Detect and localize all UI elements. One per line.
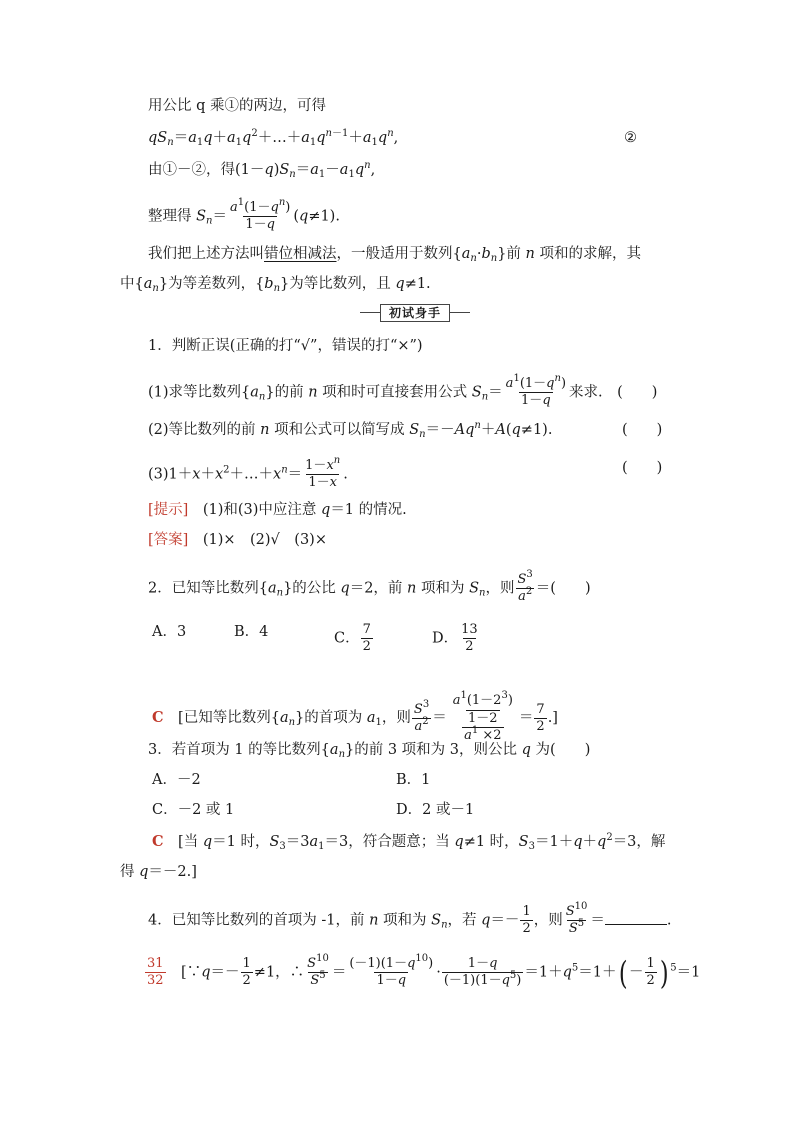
q3-option-b: B．1 (396, 772, 431, 788)
q2-solution: C [已知等比数列$\{a_n\}$的首项为 $a_1$，则 $\frac{S^3}{a^2}$ ＝ $\frac{\frac{a^1(1-2^3)}{1-2}}{a^1 \times 2}$ ＝ $\frac{7}{2}$ .] (152, 690, 558, 743)
q2-option-c: C． $\frac{7}{2}$ (334, 622, 371, 654)
q1-bracket-2: ( ) (622, 422, 663, 438)
q3-option-a: A．－2 (152, 772, 201, 788)
q1-title: 1．判断正误(正确的打“√”，错误的打“×”) (148, 338, 423, 354)
method-line-2: 中$\{a_n\}$为等差数列，$\{b_n\}$为等比数列，且 q≠1. (120, 276, 431, 294)
answer-tag: [答案] (148, 532, 189, 548)
q1-statement-2: (2)等比数列的前 n 项和公式可以简写成 $S_n=-Aq^n+A(q\ne 1)$. (148, 420, 553, 440)
derivation-line-1: 用公比 q 乘①的两边，可得 (148, 98, 326, 114)
q3-option-d: D．2 或－1 (396, 802, 475, 818)
q2-answer: C (152, 709, 164, 726)
q1-statement-1: (1)求等比数列$\{a_n\}$的前 n 项和时可直接套用公式 $S_n=$ $\frac{a^1(1-q^n)}{1-q}$ 来求. ( ) (148, 373, 658, 408)
q3-solution-line-1: C [当 q＝1 时，$S_3=3a_1=3$，符合题意；当 q≠1 时，$S_3=1+q+q^2=3$，解 (152, 832, 666, 852)
derivation-line-3: 由①－②，得$(1-q)S_n=a_1-a_1q^n$, (148, 160, 376, 180)
section-banner: 初试身手 (360, 304, 470, 322)
q1-bracket-3: ( ) (622, 460, 663, 476)
equation-mark-2: ② (624, 130, 637, 146)
q4-answer-blank[interactable] (605, 910, 667, 925)
method-name: 错位相减法 (264, 246, 337, 262)
q2-stem: 2．已知等比数列$\{a_n\}$的公比 q＝2，前 n 项和为 $S_n$，则 $\frac{S^3}{a^2}$ ＝( ) (148, 569, 591, 604)
hint-tag: [提示] (148, 502, 189, 518)
q2-option-a: A．3 (152, 624, 187, 640)
derivation-line-4: 整理得 $S_n=$ $\frac{a^1(1-q^n)}{1-q}$ (q≠1). (148, 197, 340, 232)
q1-answer: [答案] (1)× (2)√ (3)× (148, 532, 327, 548)
q3-solution-line-2: 得 q＝－2.] (120, 864, 197, 880)
q1-statement-3: $(3)1+x+x^2+\dots+x^n=$ $\frac{1-x^n}{1-x}$ . (148, 455, 348, 490)
q4-answer: $\frac{31}{32}$ (147, 956, 164, 988)
q2-option-b: B．4 (234, 624, 269, 640)
q4-stem: 4．已知等比数列的首项为 -1，前 n 项和为 $S_n$，若 q＝－ $\frac{1}{2}$ ，则 $\frac{S^{10}}{S^5}$ ＝ . (148, 901, 672, 936)
q1-hint: [提示] (1)和(3)中应注意 q＝1 的情况. (148, 502, 407, 518)
method-line-1: 我们把上述方法叫错位相减法，一般适用于数列$\{a_n\cdot b_n\}$前 n 项和的求解，其 (148, 246, 641, 264)
q3-option-c: C．－2 或 1 (152, 802, 235, 818)
q4-solution: $\frac{31}{32}$ [∵q＝－ $\frac{1}{2}$ ≠1，∴ $\frac{S^{10}}{S^5}$ ＝ $\frac{(-1)(1-q^{10})}{1-q}$ · $\frac{1-q}{(-1)(1-q^5)}$ $=1+q^5=1+$( － $\frac{1}{2}$ ) $^5$＝1 (147, 953, 701, 992)
q3-answer: C (152, 833, 164, 850)
derivation-line-2: $qS_n=a_1q+a_1q^2+\dots+a_1q^{n-1}+a_1q^n$, (148, 128, 399, 148)
q3-stem: 3．若首项为 1 的等比数列$\{a_n\}$的前 3 项和为 3，则公比 q 为( ) (148, 742, 591, 760)
q2-option-d: D． $\frac{13}{2}$ (432, 622, 478, 654)
